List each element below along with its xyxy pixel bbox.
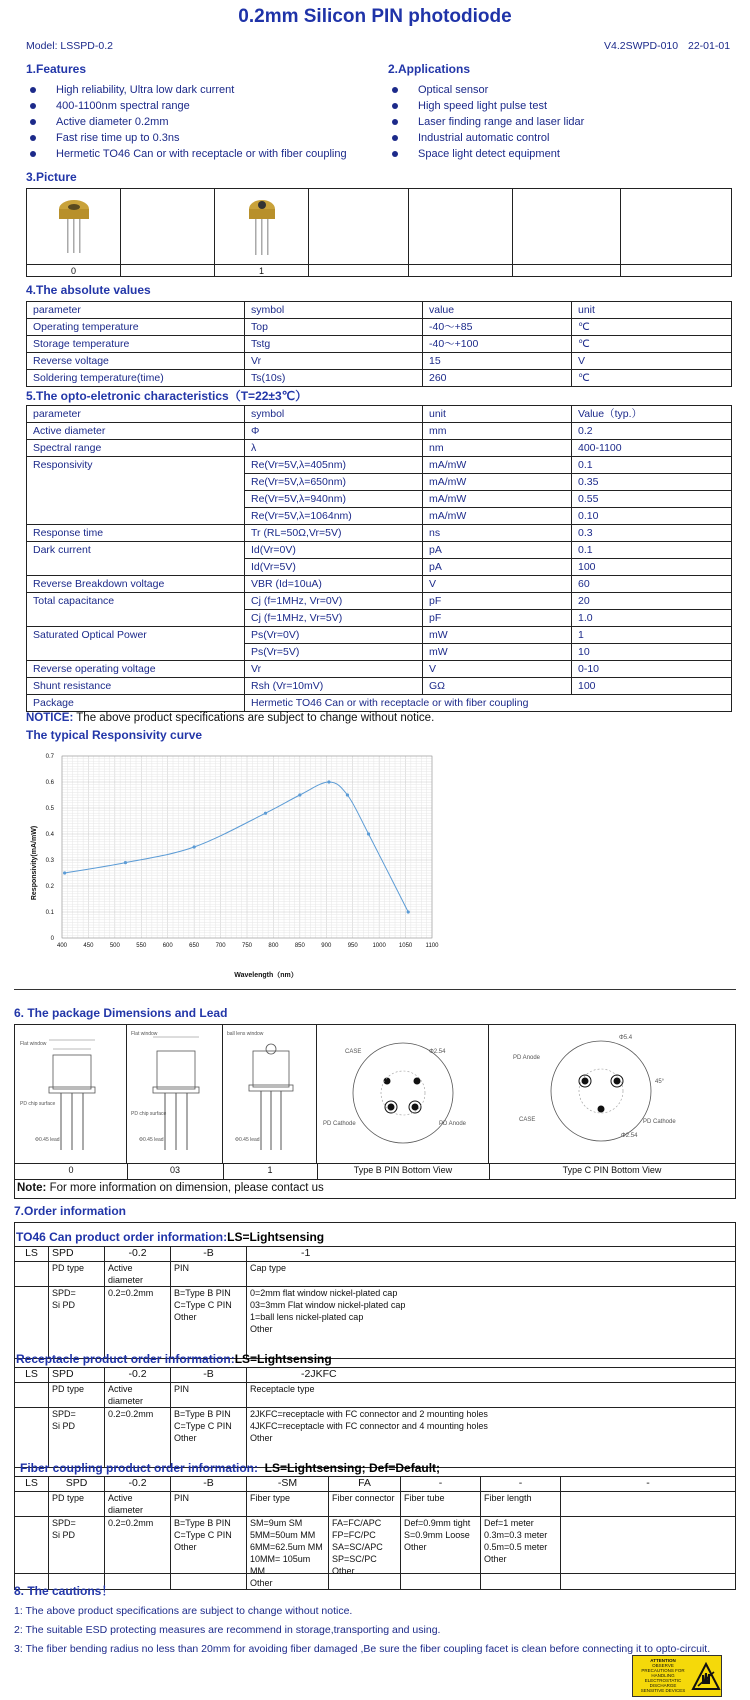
picture-table — [26, 188, 732, 277]
svg-text:Φ2.54: Φ2.54 — [621, 1133, 638, 1139]
table-row: Re(Vr=5V,λ=650nm) mA/mW 0.35 — [27, 474, 732, 491]
drawing-type-c-pin — [489, 1025, 735, 1163]
receptacle-order-table: LS SPD -0.2 -B -2JKFC PD type Active diameter PIN Receptacle type SPD= Si PD 0.2=0.2mm B=Type B PIN C=Type C PIN Other 2JKFC=receptacle with FC connector and 2 mounting holes 4JKFC=receptacle with FC connector and 4 mounting holes Other — [14, 1367, 736, 1468]
table-row: Shunt resistance Rsh (Vr=10mV) GΩ 100 — [27, 678, 732, 695]
svg-text:45°: 45° — [655, 1079, 665, 1085]
list-item: Fast rise time up to 0.3ns — [26, 130, 347, 146]
notice: NOTICE: The above product specifications are subject to change without notice. — [26, 712, 435, 724]
list-item: 1: The above product specifications are subject to change without notice. — [14, 1605, 353, 1617]
x-tick-label: 550 — [136, 943, 147, 949]
x-tick-label: 450 — [83, 943, 94, 949]
x-tick-label: 900 — [321, 943, 332, 949]
table-row: Saturated Optical Power Ps(Vr=0V) mW 1 — [27, 627, 732, 644]
package-label: Type B PIN Bottom View — [353, 1165, 453, 1175]
table-row: Responsivity Re(Vr=5V,λ=405nm) mA/mW 0.1 — [27, 457, 732, 474]
y-tick-label: 0.5 — [45, 806, 54, 812]
data-point — [63, 871, 66, 874]
list-item: High speed light pulse test — [388, 98, 584, 114]
y-tick-label: 0.2 — [45, 884, 54, 890]
table-row: Re(Vr=5V,λ=1064nm) mA/mW 0.10 — [27, 508, 732, 525]
list-item: 3: The fiber bending radius no less than 20mm for avoiding fiber damaged ,Be sure the fiber coupling facet is clean before connecting it to opto-circuit. — [14, 1643, 711, 1655]
y-tick-label: 0.4 — [45, 832, 54, 838]
list-item: Active diameter 0.2mm — [26, 114, 347, 130]
svg-text:Φ0.45 lead: Φ0.45 lead — [235, 1137, 260, 1143]
svg-text:CASE: CASE — [519, 1117, 536, 1123]
esd-hand-icon — [691, 1662, 721, 1692]
product-photo-0 — [27, 189, 121, 265]
data-point — [346, 793, 349, 796]
list-item: Laser finding range and laser lidar — [388, 114, 584, 130]
table-row: Dark current Id(Vr=0V) pA 0.1 — [27, 542, 732, 559]
data-point — [124, 861, 127, 864]
absolute-heading: 4.The absolute values — [26, 283, 151, 297]
package-note: Note: For more information on dimension, please contact us — [17, 1182, 324, 1194]
list-item: Hermetic TO46 Can or with receptacle or with fiber coupling — [26, 146, 347, 162]
curve-heading: The typical Responsivity curve — [26, 728, 203, 742]
svg-text:PD chip surface: PD chip surface — [20, 1101, 56, 1107]
picture-label: 1 — [215, 265, 309, 277]
data-point — [193, 845, 196, 848]
svg-text:Φ0.45 lead: Φ0.45 lead — [139, 1137, 164, 1143]
cautions-list — [14, 1602, 710, 1659]
table-row: Cj (f=1MHz, Vr=5V) pF 1.0 — [27, 610, 732, 627]
x-tick-label: 800 — [268, 943, 279, 949]
table-row: Operating temperature Top -40～+85 ℃ — [27, 319, 732, 336]
data-point — [327, 780, 330, 783]
cautions-heading: 8. The cautions！ — [14, 1584, 114, 1598]
package-label: 0 — [68, 1165, 74, 1175]
responsivity-chart — [20, 748, 480, 983]
applications-heading: 2.Applications — [388, 62, 471, 76]
table-row: Spectral range λ nm 400-1100 — [27, 440, 732, 457]
opto-heading: 5.The opto-eletronic characteristics（T=22±3℃） — [26, 389, 308, 403]
x-tick-label: 700 — [215, 943, 226, 949]
package-label: Type C PIN Bottom View — [562, 1165, 662, 1175]
package-label: 1 — [267, 1165, 273, 1175]
opto-table — [26, 405, 732, 712]
picture-label: 0 — [27, 265, 121, 277]
drawing-type-b-pin — [317, 1025, 489, 1163]
y-tick-label: 0.3 — [45, 858, 54, 864]
x-tick-label: 650 — [189, 943, 200, 949]
list-item: 400-1100nm spectral range — [26, 98, 347, 114]
package-label: 03 — [169, 1165, 180, 1175]
fiber-order-table: LS SPD -0.2 -B -SM FA - - - PD type Active diameter PIN Fiber type Fiber connector Fiber tube Fiber length SPD= Si PD 0.2=0.2mm B=Type B PIN C=Type C PIN Other SM=9um SM 5MM=50um MM 6MM=62.5um MM 10MM= 105um MM Other FA=FC/APC FP=FC/PC SA=SC/APC SP=SC/PC Other Def=0.9mm tight S=0.9mm Loose Other Def=1 meter 0.3m=0.3 meter 0.5m=0.5 meter Other — [14, 1476, 736, 1590]
table-row: Reverse operating voltage Vr V 0-10 — [27, 661, 732, 678]
table-row: Reverse voltage Vr 15 V — [27, 353, 732, 370]
date-label: 22-01-01 — [688, 40, 731, 52]
package-heading: 6. The package Dimensions and Lead — [14, 1006, 228, 1020]
svg-text:ball lens window: ball lens window — [227, 1031, 264, 1037]
package-drawings — [14, 1024, 736, 1199]
table-row: Soldering temperature(time) Ts(10s) 260 ℃ — [27, 370, 732, 387]
model-label: Model: LSSPD-0.2 — [26, 40, 113, 52]
list-item: Optical sensor — [388, 82, 584, 98]
page-title: 0.2mm Silicon PIN photodiode — [238, 6, 512, 27]
x-tick-label: 1000 — [372, 943, 386, 949]
to46-order-table: LS SPD -0.2 -B -1 PD type Active diameter PIN Cap type SPD= Si PD 0.2=0.2mm B=Type B PIN C=Type C PIN Other 0=2mm flat window nickel-plated cap 03=3mm Flat window nickel-plated cap 1=ball lens nickel-plated cap Other — [14, 1246, 736, 1359]
svg-text:PD Anode: PD Anode — [439, 1121, 467, 1127]
x-tick-label: 850 — [294, 943, 305, 949]
order-heading: 7.Order information — [14, 1204, 127, 1218]
fiber-order-title: Fiber coupling product order information: LS=Lightsensing; Def=Default; — [20, 1461, 441, 1475]
receptacle-order-title: Receptacle product order information:LS=Lightsensing — [16, 1352, 332, 1366]
x-tick-label: 600 — [162, 943, 173, 949]
list-item: 2: The suitable ESD protecting measures are recommend in storage,transporting and using. — [14, 1624, 441, 1636]
table-row: Active diameter Φ mm 0.2 — [27, 423, 732, 440]
y-axis-label: Responsivity(mA/mW) — [31, 825, 38, 901]
table-header-row: parameter symbol unit Value（typ.） — [27, 406, 732, 423]
drawing-cap-03 — [127, 1025, 223, 1163]
y-tick-label: 0 — [50, 936, 54, 942]
x-tick-label: 1050 — [398, 943, 413, 949]
data-point — [298, 793, 301, 796]
svg-text:Φ5.4: Φ5.4 — [619, 1035, 633, 1041]
table-row: Re(Vr=5V,λ=940nm) mA/mW 0.55 — [27, 491, 732, 508]
table-row: Reverse Breakdown voltage VBR (Id=10uA) V 60 — [27, 576, 732, 593]
table-row: Ps(Vr=5V) mW 10 — [27, 644, 732, 661]
svg-text:CASE: CASE — [345, 1049, 362, 1055]
svg-text:Flat window: Flat window — [131, 1031, 158, 1037]
x-tick-label: 750 — [241, 943, 253, 949]
x-tick-label: 400 — [56, 943, 68, 949]
x-tick-label: 950 — [347, 943, 358, 949]
svg-text:Flat window: Flat window — [20, 1041, 47, 1047]
table-row: Response time Tr (RL=50Ω,Vr=5V) ns 0.3 — [27, 525, 732, 542]
y-tick-label: 0.1 — [45, 910, 54, 916]
version-label: V4.2SWPD-010 — [604, 40, 679, 52]
list-item: Industrial automatic control — [388, 130, 584, 146]
features-heading: 1.Features — [26, 62, 87, 76]
features-list — [26, 82, 347, 162]
applications-list — [388, 82, 584, 162]
drawing-cap-1 — [223, 1025, 317, 1163]
x-axis-label: Wavelength（nm） — [234, 972, 298, 979]
svg-text:PD Cathode: PD Cathode — [643, 1119, 676, 1125]
table-row: Package Hermetic TO46 Can or with receptacle or with fiber coupling — [27, 695, 732, 712]
list-item: Space light detect equipment — [388, 146, 584, 162]
x-tick-label: 1100 — [425, 943, 439, 949]
esd-warning-badge: ATTENTION OBSERVE PRECAUTIONS FOR HANDLING ELECTROSTATIC DISCHARGE SENSITIVE DEVICES — [632, 1655, 722, 1697]
data-point — [407, 910, 410, 913]
data-point — [264, 812, 267, 815]
table-row: Id(Vr=5V) pA 100 — [27, 559, 732, 576]
drawing-cap-0 — [15, 1025, 127, 1163]
list-item: High reliability, Ultra low dark current — [26, 82, 347, 98]
svg-text:PD Cathode: PD Cathode — [323, 1121, 356, 1127]
table-header-row: parameter symbol value unit — [27, 302, 732, 319]
y-tick-label: 0.6 — [45, 780, 54, 786]
picture-heading: 3.Picture — [26, 170, 77, 184]
svg-text:PD Anode: PD Anode — [513, 1055, 541, 1061]
svg-text:PD chip surface: PD chip surface — [131, 1111, 167, 1117]
absolute-table — [26, 301, 732, 387]
product-photo-1 — [215, 189, 309, 265]
table-row: Total capacitance Cj (f=1MHz, Vr=0V) pF 20 — [27, 593, 732, 610]
svg-text:Φ2.54: Φ2.54 — [429, 1049, 446, 1055]
y-tick-label: 0.7 — [45, 754, 54, 760]
svg-text:Φ0.45 lead: Φ0.45 lead — [35, 1137, 60, 1143]
x-tick-label: 500 — [109, 943, 120, 949]
table-row: Storage temperature Tstg -40～+100 ℃ — [27, 336, 732, 353]
to46-order-title: TO46 Can product order information:LS=Lightsensing — [16, 1230, 325, 1244]
data-point — [367, 832, 370, 835]
divider — [14, 989, 736, 990]
